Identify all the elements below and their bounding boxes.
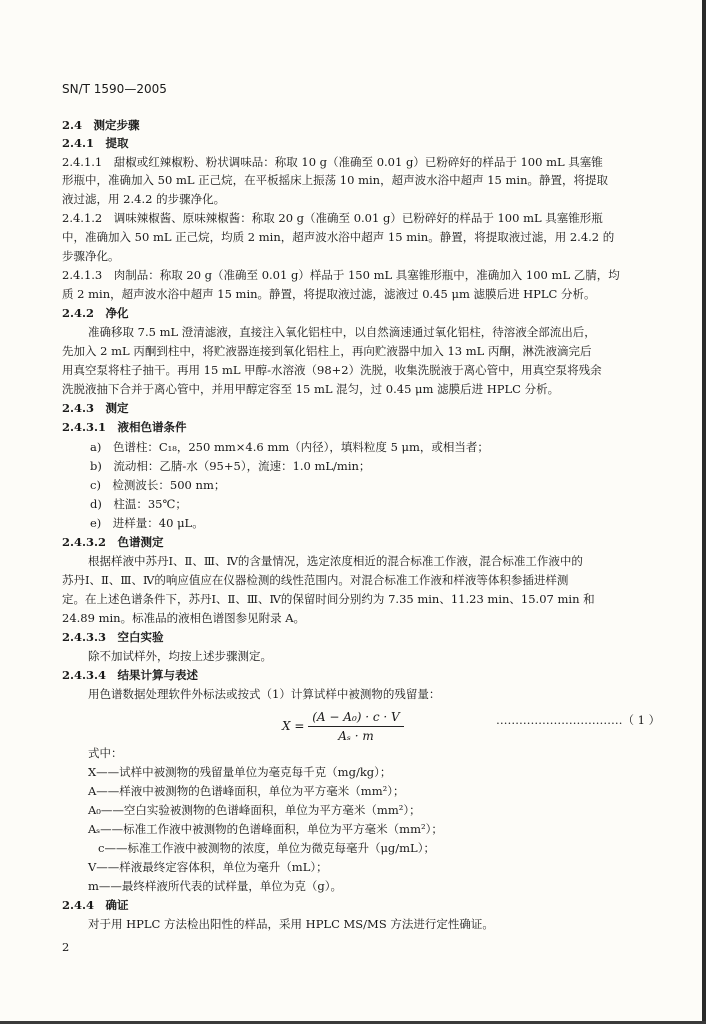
subsection-heading: 2.4.1 提取 (62, 136, 129, 150)
list-item: a) 色谱柱：C₁₈，250 mm×4.6 mm（内径），填料粒度 5 μm，或相当者； (90, 440, 489, 454)
subsection-heading: 2.4.4 确证 (62, 898, 129, 912)
list-item: b) 流动相：乙腈-水（95+5），流速：1.0 mL/min； (90, 459, 371, 473)
formula (282, 710, 404, 743)
paragraph-line: 准确移取 7.5 mL 澄清滤液，直接注入氧化铝柱中，以自然滴速通过氧化铝柱，待溶液全部流出后， (88, 325, 596, 339)
subsection-heading: 2.4.3.3 空白实验 (62, 630, 164, 644)
list-item: c) 检测波长：500 nm； (90, 478, 226, 492)
formula-fraction (308, 710, 403, 743)
subsection-heading: 2.4.3.1 液相色谱条件 (62, 420, 187, 434)
page-number: 2 (62, 940, 70, 954)
list-item: d) 柱温：35℃； (90, 497, 187, 511)
formula-numerator: (A − A₀) · c · V (308, 710, 403, 727)
paragraph-line: 用真空泵将柱子抽干。再用 15 mL 甲醇-水溶液（98+2）洗脱，收集洗脱液于离心管中，用真空泵将残余 (62, 363, 602, 377)
subsection-heading: 2.4.3 测定 (62, 401, 129, 415)
paragraph-line: 苏丹Ⅰ、Ⅱ、Ⅲ、Ⅳ的响应值应在仪器检测的线性范围内。对混合标准工作液和样液等体积参插进样测 (62, 573, 569, 587)
paragraph-line: 2.4.1.1 甜椒或红辣椒粉、粉状调味品：称取 10 g（准确至 0.01 g）已粉碎好的样品于 100 mL 具塞锥 (62, 155, 603, 169)
paragraph-line: 质 2 min，超声波水浴中超声 15 min。静置，将提取液过滤，滤液过 0.45 μm 滤膜后进 HPLC 分析。 (62, 287, 596, 301)
definition-line: m——最终样液所代表的试样量，单位为克（g）。 (88, 879, 343, 893)
paragraph-line: 先加入 2 mL 丙酮到柱中，将贮液器连接到氧化铝柱上，再向贮液器中加入 13 mL 丙酮，淋洗液滴完后 (62, 344, 592, 358)
paragraph-line: 根据样液中苏丹Ⅰ、Ⅱ、Ⅲ、Ⅳ的含量情况，选定浓度相近的混合标准工作液，混合标准工作液中的 (88, 554, 583, 568)
paragraph-line: 洗脱液抽下合并于离心管中，并用甲醇定容至 15 mL 混匀，过 0.45 μm 滤膜后进 HPLC 分析。 (62, 382, 560, 396)
document-header: SN/T 1590—2005 (62, 82, 167, 96)
paragraph-line: 步骤净化。 (62, 249, 120, 263)
definition-line: Aₛ——标准工作液中被测物的色谱峰面积，单位为平方毫米（mm²）； (88, 822, 443, 836)
definition-line: V——样液最终定容体积，单位为毫升（mL）； (88, 860, 328, 874)
definition-line: c——标准工作液中被测物的浓度，单位为微克每毫升（μg/mL）； (98, 841, 435, 855)
subsection-heading: 2.4.3.2 色谱测定 (62, 535, 164, 549)
paragraph-line: 定。在上述色谱条件下，苏丹Ⅰ、Ⅱ、Ⅲ、Ⅳ的保留时间分别约为 7.35 min、11.23 min、15.07 min 和 (62, 592, 595, 606)
paragraph-line: 2.4.1.3 肉制品：称取 20 g（准确至 0.01 g）样品于 150 mL 具塞锥形瓶中，准确加入 100 mL 乙腈，均 (62, 268, 620, 282)
paragraph-line: 用色谱数据处理软件外标法或按式（1）计算试样中被测物的残留量： (88, 687, 441, 701)
subsection-heading: 2.4.2 净化 (62, 306, 129, 320)
scan-edge-right (702, 0, 706, 1024)
paragraph-line: 液过滤，用 2.4.2 的步骤净化。 (62, 192, 226, 206)
definition-line: X——试样中被测物的残留量单位为毫克每千克（mg/kg）； (88, 765, 392, 779)
where-label: 式中： (88, 746, 123, 760)
paragraph-line: 中，准确加入 50 mL 正己烷，均质 2 min，超声波水浴中超声 15 min。静置，将提取液过滤，用 2.4.2 的 (62, 230, 615, 244)
paragraph-line: 形瓶中，准确加入 50 mL 正己烷，在平板摇床上振荡 10 min，超声波水浴中超声 15 min。静置，将提取 (62, 173, 609, 187)
formula-number: ……………………………（ 1 ） (496, 713, 661, 727)
formula-denominator: Aₛ · m (338, 729, 374, 743)
paragraph-line: 对于用 HPLC 方法检出阳性的样品，采用 HPLC MS/MS 方法进行定性确证。 (88, 917, 494, 931)
list-item: e) 进样量：40 μL。 (90, 516, 204, 530)
definition-line: A₀——空白实验被测物的色谱峰面积，单位为平方毫米（mm²）； (88, 803, 421, 817)
section-heading: 2.4 测定步骤 (62, 118, 140, 132)
formula-lhs: X = (282, 719, 305, 733)
subsection-heading: 2.4.3.4 结果计算与表述 (62, 668, 199, 682)
paragraph-line: 24.89 min。标准品的液相色谱图参见附录 A。 (62, 611, 306, 625)
definition-line: A——样液中被测物的色谱峰面积，单位为平方毫米（mm²）； (88, 784, 405, 798)
paragraph-line: 除不加试样外，均按上述步骤测定。 (88, 649, 272, 663)
paragraph-line: 2.4.1.2 调味辣椒酱、原味辣椒酱：称取 20 g（准确至 0.01 g）已粉碎好的样品于 100 mL 具塞锥形瓶 (62, 211, 603, 225)
